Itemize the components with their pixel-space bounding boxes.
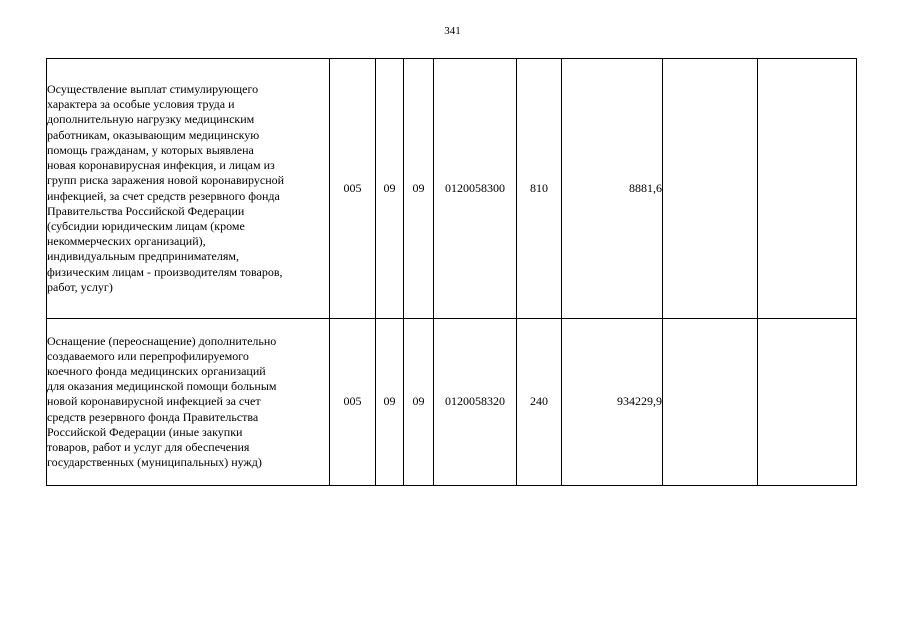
subsection-code: 09 bbox=[404, 319, 434, 486]
target-article-code: 0120058300 bbox=[434, 59, 517, 319]
row-description: Оснащение (переоснащение) дополнительно создаваемого или перепрофилируемого коечного фонда медицинских организаций для оказания медицинской помощи больным новой коронавирусной инфекцией за счет средств резервного фонда Правительства Российской Федерации (иные закупки товаров, работ и услуг для обеспечения государственных (муниципальных) нужд) bbox=[47, 319, 330, 486]
target-article-code: 0120058320 bbox=[434, 319, 517, 486]
empty-cell bbox=[663, 319, 758, 486]
empty-cell bbox=[758, 319, 857, 486]
expense-type-code: 240 bbox=[517, 319, 562, 486]
page-number: 341 bbox=[444, 25, 461, 37]
row-description: Осуществление выплат стимулирующего характера за особые условия труда и дополнительную нагрузку медицинским работникам, оказывающим медицинскую помощь гражданам, у которых выявлена новая коронавирусная инфекция, и лицам из групп риска заражения новой коронавирусной инфекцией, за счет средств резервного фонда Правительства Российской Федерации (субсидии юридическим лицам (кроме некоммерческих организаций), индивидуальным предпринимателям, физическим лицам - производителям товаров, работ, услуг) bbox=[47, 59, 330, 319]
subsection-code: 09 bbox=[404, 59, 434, 319]
expense-type-code: 810 bbox=[517, 59, 562, 319]
budget-table bbox=[46, 58, 857, 486]
amount-value: 934229,9 bbox=[562, 319, 663, 486]
section-code: 09 bbox=[376, 319, 404, 486]
ministry-code: 005 bbox=[330, 59, 376, 319]
table-row bbox=[47, 59, 857, 319]
section-code: 09 bbox=[376, 59, 404, 319]
table-row bbox=[47, 319, 857, 486]
empty-cell bbox=[758, 59, 857, 319]
ministry-code: 005 bbox=[330, 319, 376, 486]
amount-value: 8881,6 bbox=[562, 59, 663, 319]
empty-cell bbox=[663, 59, 758, 319]
